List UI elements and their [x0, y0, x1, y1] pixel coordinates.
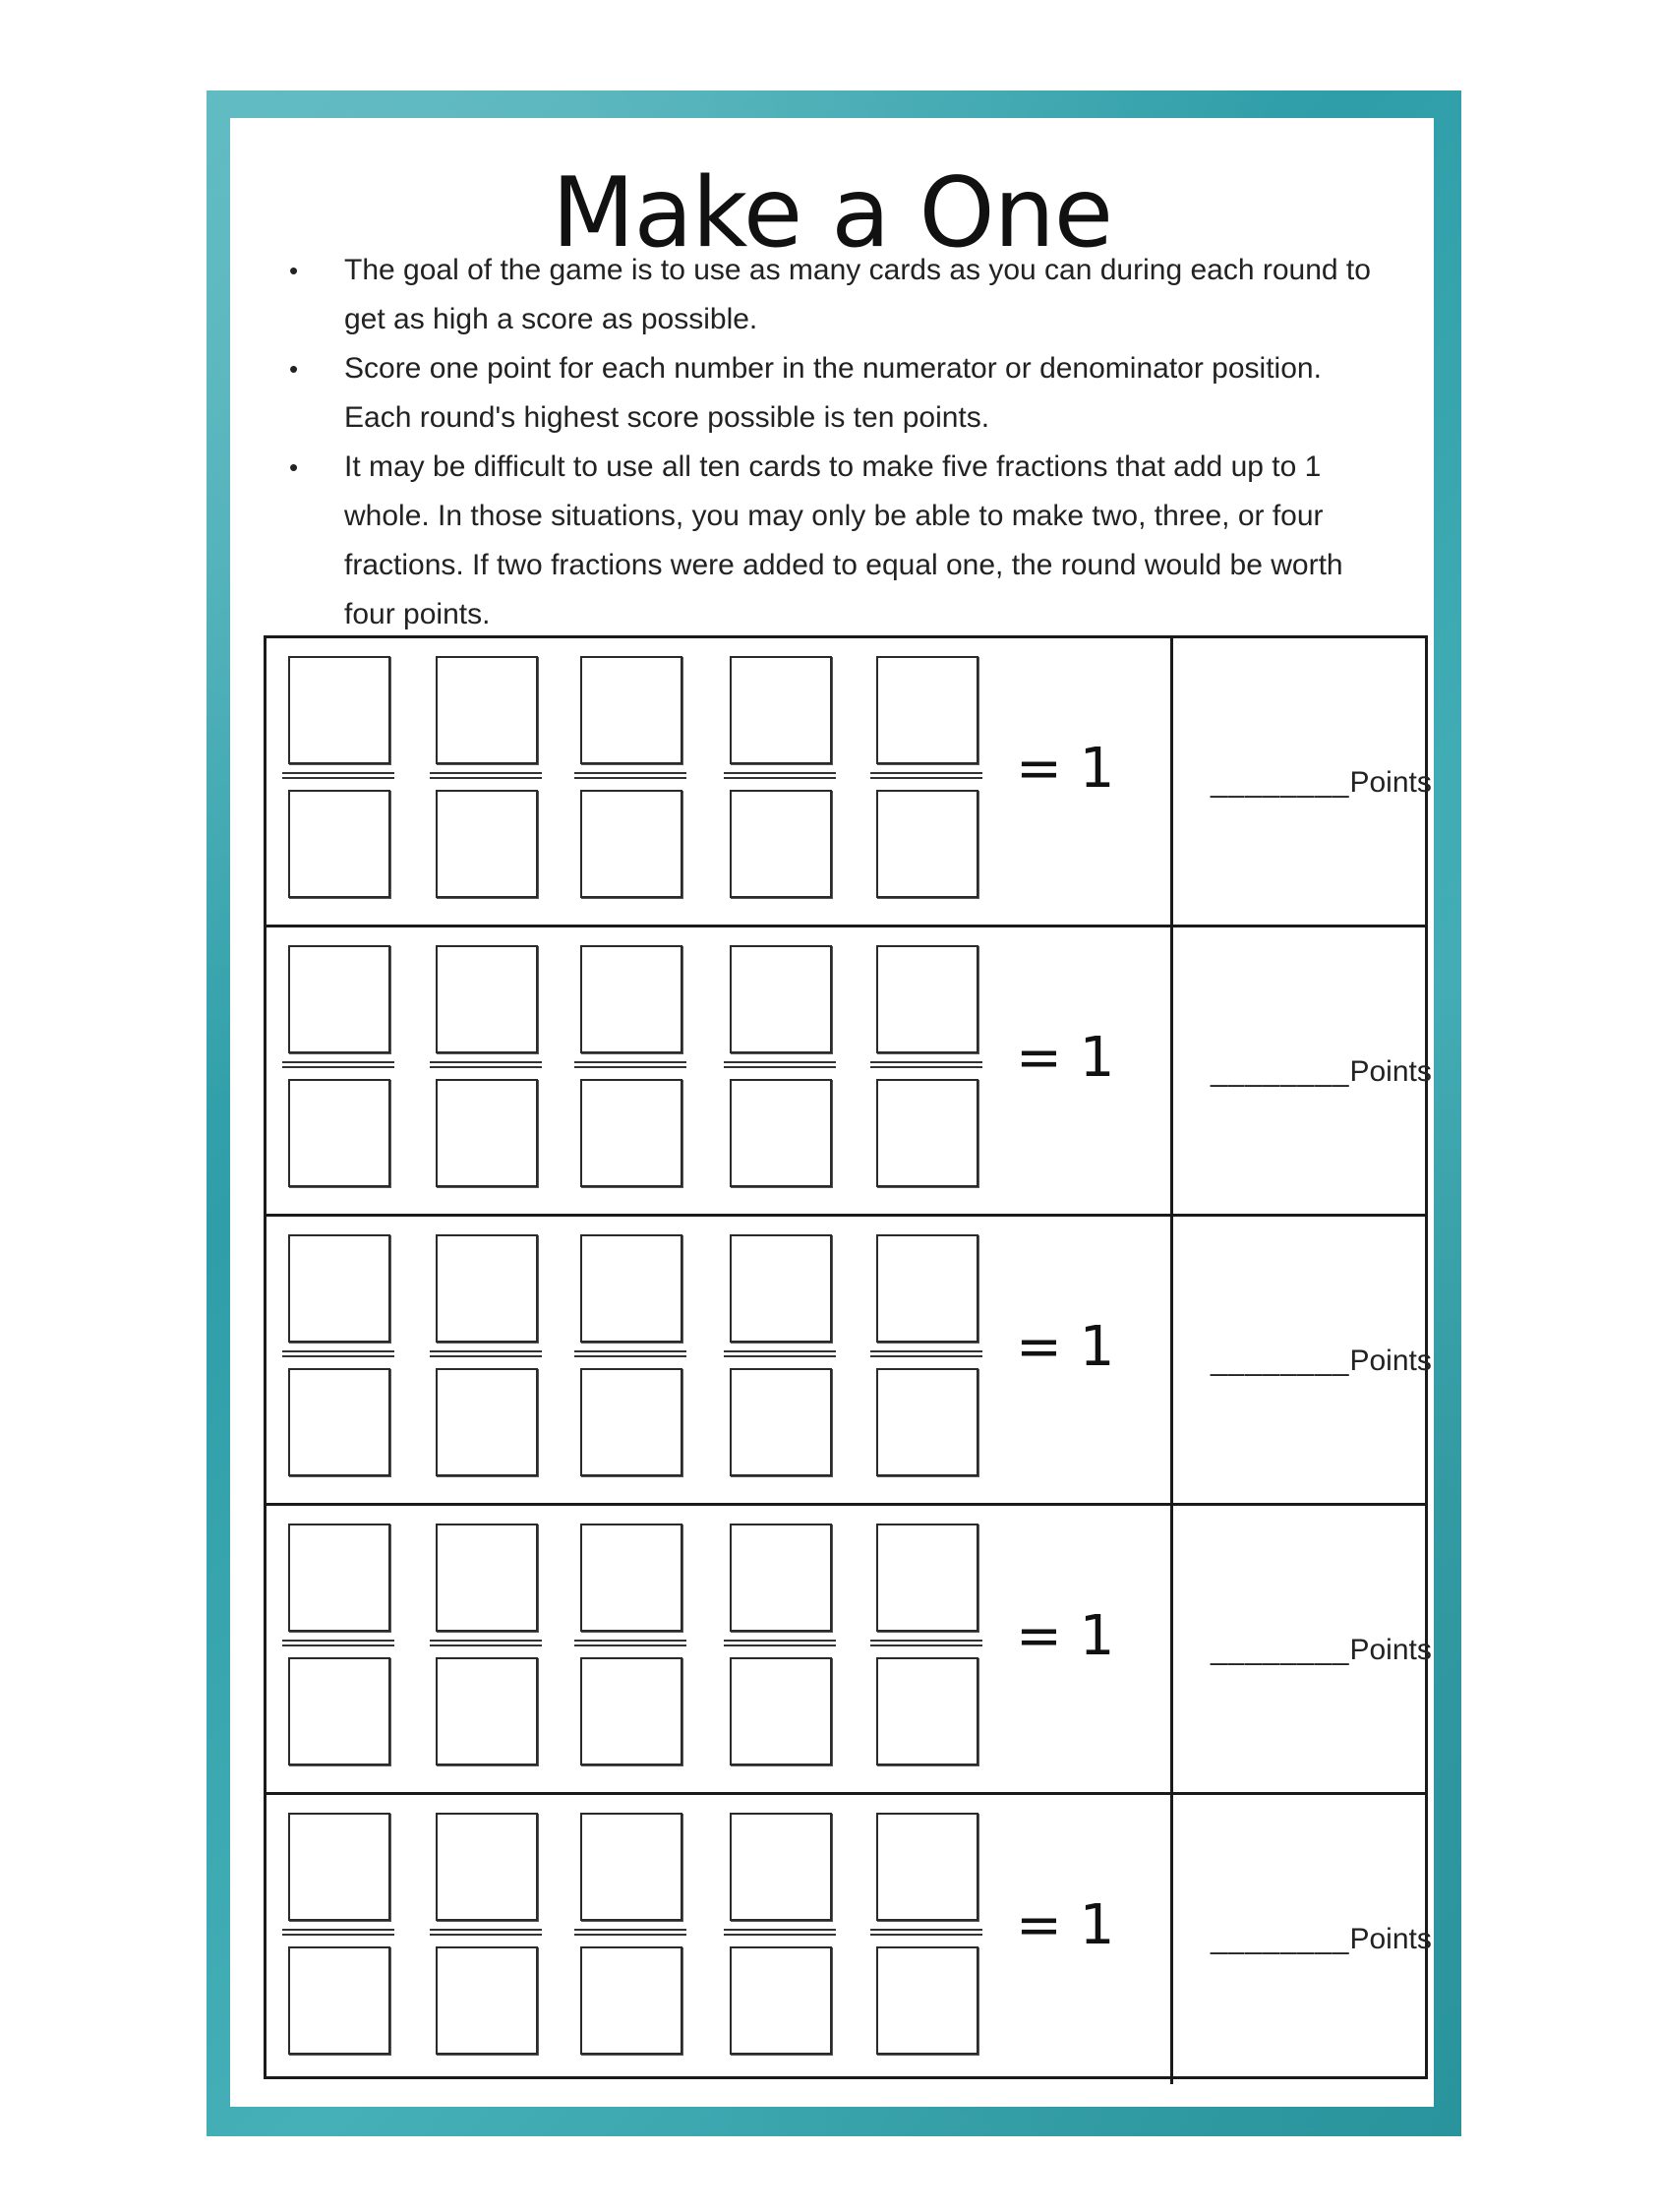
denominator-box[interactable] — [730, 1079, 832, 1187]
rules-list — [287, 246, 1393, 639]
denominator-box[interactable] — [580, 1079, 682, 1187]
fraction-bar — [724, 1640, 836, 1646]
numerator-box[interactable] — [876, 656, 978, 764]
fraction-slot — [282, 656, 390, 912]
page-title: Make a One — [551, 157, 1113, 269]
fraction-slot — [724, 1813, 832, 2068]
numerator-box[interactable] — [436, 1813, 538, 1921]
points-blank: ________ — [1211, 1055, 1350, 1088]
points-field[interactable] — [1211, 1923, 1432, 1956]
bullet-icon: • — [289, 354, 299, 384]
numerator-box[interactable] — [436, 656, 538, 764]
round-row — [267, 927, 1432, 1217]
rule-text: Score one point for each number in the numerator or denominator position. Each round's highest score possible is ten points. — [344, 352, 1322, 434]
numerator-box[interactable] — [580, 945, 682, 1053]
denominator-box[interactable] — [436, 1657, 538, 1765]
round-row — [267, 1506, 1432, 1795]
fraction-slot — [430, 1524, 538, 1779]
denominator-box[interactable] — [436, 1079, 538, 1187]
fraction-bar — [870, 1929, 982, 1936]
rule-text: The goal of the game is to use as many cards as you can during each round to get as high a score as possible. — [344, 254, 1371, 335]
numerator-box[interactable] — [730, 945, 832, 1053]
fraction-slot — [430, 945, 538, 1201]
numerator-box[interactable] — [730, 656, 832, 764]
fraction-slot — [574, 656, 682, 912]
numerator-box[interactable] — [730, 1813, 832, 1921]
denominator-box[interactable] — [876, 1368, 978, 1476]
numerator-box[interactable] — [288, 945, 390, 1053]
numerator-box[interactable] — [876, 1234, 978, 1343]
points-label: Points — [1349, 1923, 1432, 1955]
rule-item — [287, 246, 1393, 344]
rule-item — [287, 344, 1393, 443]
fraction-slot — [282, 1524, 390, 1779]
points-blank: ________ — [1211, 766, 1350, 799]
numerator-box[interactable] — [876, 945, 978, 1053]
numerator-box[interactable] — [436, 945, 538, 1053]
fraction-slot — [870, 656, 978, 912]
denominator-box[interactable] — [730, 1368, 832, 1476]
equals-one: = 1 — [1016, 1604, 1115, 1668]
denominator-box[interactable] — [876, 1079, 978, 1187]
denominator-box[interactable] — [580, 1657, 682, 1765]
round-row — [267, 1795, 1432, 2084]
fraction-bar — [430, 1061, 542, 1068]
equals-one: = 1 — [1016, 1893, 1115, 1957]
equals-one: = 1 — [1016, 1026, 1115, 1090]
denominator-box[interactable] — [436, 790, 538, 898]
fraction-slot — [282, 1813, 390, 2068]
fraction-bar — [282, 1640, 394, 1646]
fraction-slot — [870, 1813, 978, 2068]
numerator-box[interactable] — [288, 656, 390, 764]
equals-one: = 1 — [1016, 1315, 1115, 1379]
fraction-bar — [870, 1350, 982, 1357]
numerator-box[interactable] — [436, 1524, 538, 1632]
fraction-bar — [282, 1929, 394, 1936]
fraction-bar — [282, 1061, 394, 1068]
equals-one: = 1 — [1016, 737, 1115, 801]
points-label: Points — [1349, 1634, 1432, 1666]
numerator-box[interactable] — [288, 1524, 390, 1632]
rule-text: It may be difficult to use all ten cards to make five fractions that add up to 1 whole. In those situations, you may only be able to make two, three, or four fractions. If two fractions were added to equal one, the round would be worth four points. — [344, 450, 1343, 630]
numerator-box[interactable] — [876, 1524, 978, 1632]
bullet-icon: • — [289, 256, 299, 285]
fraction-slot — [870, 1234, 978, 1490]
fraction-slot — [282, 945, 390, 1201]
fraction-bar — [724, 1929, 836, 1936]
points-label: Points — [1349, 1055, 1432, 1088]
fraction-slot — [574, 1813, 682, 2068]
numerator-box[interactable] — [580, 1813, 682, 1921]
fraction-bar — [870, 1640, 982, 1646]
points-field[interactable] — [1211, 766, 1432, 800]
denominator-box[interactable] — [580, 1368, 682, 1476]
fraction-bar — [430, 772, 542, 779]
denominator-box[interactable] — [580, 1946, 682, 2055]
fraction-bar — [430, 1929, 542, 1936]
numerator-box[interactable] — [580, 1524, 682, 1632]
fraction-bar — [574, 1640, 686, 1646]
page-frame — [207, 90, 1461, 2136]
numerator-box[interactable] — [436, 1234, 538, 1343]
points-label: Points — [1349, 1345, 1432, 1377]
denominator-box[interactable] — [288, 790, 390, 898]
points-blank: ________ — [1211, 1923, 1350, 1955]
denominator-box[interactable] — [436, 1368, 538, 1476]
denominator-box[interactable] — [876, 1657, 978, 1765]
points-field[interactable] — [1211, 1634, 1432, 1667]
fraction-bar — [430, 1640, 542, 1646]
denominator-box[interactable] — [288, 1657, 390, 1765]
denominator-box[interactable] — [436, 1946, 538, 2055]
column-divider — [1170, 1795, 1173, 2084]
fraction-slot — [574, 1234, 682, 1490]
fraction-slot — [430, 1813, 538, 2068]
rule-item — [287, 443, 1393, 639]
column-divider — [1170, 1217, 1173, 1503]
score-grid — [264, 635, 1432, 2079]
fraction-slot — [282, 1234, 390, 1490]
fraction-slot — [724, 1524, 832, 1779]
fraction-bar — [282, 1350, 394, 1357]
denominator-box[interactable] — [876, 790, 978, 898]
numerator-box[interactable] — [730, 1524, 832, 1632]
numerator-box[interactable] — [288, 1234, 390, 1343]
denominator-box[interactable] — [580, 790, 682, 898]
fraction-bar — [870, 772, 982, 779]
numerator-box[interactable] — [580, 656, 682, 764]
points-label: Points — [1349, 766, 1432, 799]
fraction-slot — [574, 945, 682, 1201]
fraction-bar — [574, 1350, 686, 1357]
fraction-bar — [282, 772, 394, 779]
fraction-bar — [870, 1061, 982, 1068]
denominator-box[interactable] — [288, 1946, 390, 2055]
numerator-box[interactable] — [876, 1813, 978, 1921]
denominator-box[interactable] — [730, 790, 832, 898]
fraction-bar — [574, 1929, 686, 1936]
numerator-box[interactable] — [288, 1813, 390, 1921]
denominator-box[interactable] — [730, 1946, 832, 2055]
points-field[interactable] — [1211, 1345, 1432, 1378]
round-row — [267, 1217, 1432, 1506]
fraction-bar — [724, 1061, 836, 1068]
bullet-icon: • — [289, 452, 299, 482]
fraction-slot — [870, 945, 978, 1201]
denominator-box[interactable] — [876, 1946, 978, 2055]
denominator-box[interactable] — [288, 1368, 390, 1476]
fraction-bar — [724, 772, 836, 779]
worksheet — [230, 118, 1434, 2107]
fraction-slot — [430, 1234, 538, 1490]
points-blank: ________ — [1211, 1634, 1350, 1666]
fraction-bar — [574, 772, 686, 779]
fraction-slot — [574, 1524, 682, 1779]
column-divider — [1170, 638, 1173, 925]
fraction-slot — [724, 1234, 832, 1490]
points-field[interactable] — [1211, 1055, 1432, 1089]
fraction-bar — [574, 1061, 686, 1068]
fraction-slot — [724, 656, 832, 912]
numerator-box[interactable] — [580, 1234, 682, 1343]
column-divider — [1170, 927, 1173, 1214]
round-row — [267, 638, 1432, 927]
fraction-bar — [430, 1350, 542, 1357]
points-blank: ________ — [1211, 1345, 1350, 1377]
column-divider — [1170, 1506, 1173, 1792]
denominator-box[interactable] — [730, 1657, 832, 1765]
fraction-bar — [724, 1350, 836, 1357]
fraction-slot — [430, 656, 538, 912]
fraction-slot — [724, 945, 832, 1201]
fraction-slot — [870, 1524, 978, 1779]
denominator-box[interactable] — [288, 1079, 390, 1187]
numerator-box[interactable] — [730, 1234, 832, 1343]
